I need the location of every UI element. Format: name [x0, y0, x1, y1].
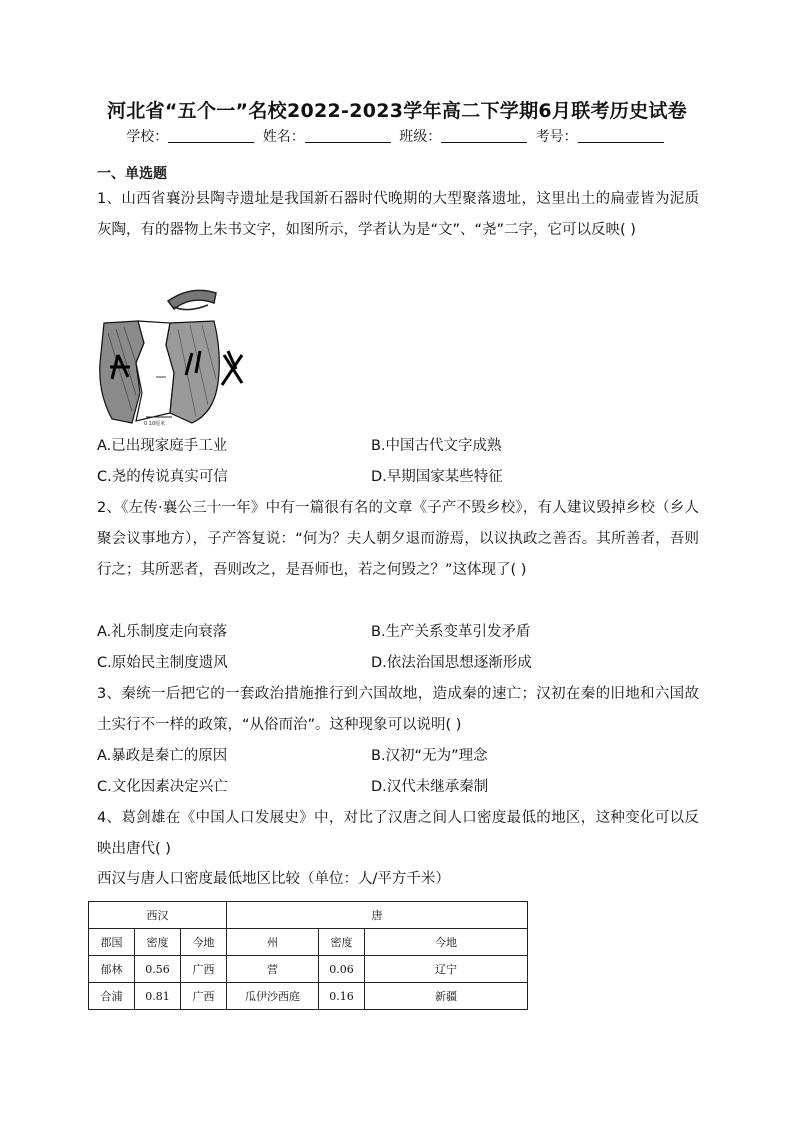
class-label: 班级：: [399, 129, 442, 145]
question-1-stem: 1、山西省襄汾县陶寺遗址是我国新石器时代晚期的大型聚落遗址，这里出土的扁壶皆为泥质灰陶，有的器物上朱书文字，如图所示，学者认为是“文”、“尧”二字，它可以反映( ): [97, 191, 699, 238]
column-header: 今地: [181, 929, 227, 956]
question-4-stem: 4、葛剑雄在《中国人口发展史》中，对比了汉唐之间人口密度最低的地区，这种变化可以反映出唐代( ): [97, 810, 699, 857]
table-caption: 西汉与唐人口密度最低地区比较（单位：人/平方千米）: [97, 871, 450, 887]
q3-option-d[interactable]: D.汉代未继承秦制: [371, 779, 489, 795]
column-header: 州: [227, 929, 319, 956]
column-header: 郡国: [89, 929, 135, 956]
number-label: 考号：: [535, 129, 578, 145]
page-title: 河北省“五个一”名校2022-2023学年高二下学期6月联考历史试卷: [106, 100, 688, 122]
table-cell: 0.81: [135, 983, 181, 1010]
column-header: 密度: [135, 929, 181, 956]
school-label: 学校：: [126, 129, 169, 145]
q3-option-b[interactable]: B.汉初“无为”理念: [371, 748, 488, 764]
q2-option-b[interactable]: B.生产关系变革引发矛盾: [371, 624, 531, 640]
table-group-header-row: [89, 902, 528, 929]
student-info-line: [0, 126, 794, 146]
table-cell: 0.06: [319, 956, 365, 983]
table-cell: 辽宁: [365, 956, 528, 983]
q1-option-c[interactable]: C.尧的传说真实可信: [97, 469, 228, 485]
question-3-stem: 3、秦统一后把它的一套政治措施推行到六国故地，造成秦的速亡；汉初在秦的旧地和六国故土实行不一样的政策，“从俗而治”。这种现象可以说明( ): [97, 686, 699, 733]
table-cell: 合浦: [89, 983, 135, 1010]
q2-option-c[interactable]: C.原始民主制度遗风: [97, 655, 228, 671]
column-header: 今地: [365, 929, 528, 956]
q1-option-b[interactable]: B.中国古代文字成熟: [371, 438, 502, 454]
q1-option-a[interactable]: A.已出现家庭手工业: [97, 438, 228, 454]
table-row: [89, 956, 528, 983]
table-cell: 郁林: [89, 956, 135, 983]
table-cell: 0.56: [135, 956, 181, 983]
q2-option-a[interactable]: A.礼乐制度走向衰落: [97, 624, 228, 640]
table-cell: 营: [227, 956, 319, 983]
table-cell: 0.16: [319, 983, 365, 1010]
q1-option-d[interactable]: D.早期国家某些特征: [371, 469, 503, 485]
table-cell: 广西: [181, 956, 227, 983]
group-header-western-han: 西汉: [89, 902, 227, 929]
q2-option-d[interactable]: D.依法治国思想逐渐形成: [371, 655, 532, 671]
number-blank[interactable]: [578, 128, 664, 143]
group-header-tang: 唐: [227, 902, 528, 929]
class-blank[interactable]: [441, 128, 527, 143]
table-cell: 新疆: [365, 983, 528, 1010]
school-blank[interactable]: [168, 128, 254, 143]
table-column-header-row: [89, 929, 528, 956]
section-heading: 一、单选题: [97, 166, 167, 182]
name-blank[interactable]: [305, 128, 391, 143]
table-cell: 瓜伊沙西庭: [227, 983, 319, 1010]
name-label: 姓名：: [262, 129, 305, 145]
q3-option-c[interactable]: C.文化因素决定兴亡: [97, 779, 228, 795]
table-cell: 广西: [181, 983, 227, 1010]
table-row: [89, 983, 528, 1010]
column-header: 密度: [319, 929, 365, 956]
population-density-table: [88, 901, 528, 1010]
pottery-flask-figure: [96, 283, 248, 428]
figure-scale-label: 0 10厘米: [144, 421, 166, 427]
q3-option-a[interactable]: A.暴政是秦亡的原因: [97, 748, 228, 764]
question-2-stem: 2、《左传·襄公三十一年》中有一篇很有名的文章《子产不毁乡校》，有人建议毁掉乡校（乡人聚会议事地方），子产答复说：“何为？夫人朝夕退而游焉，以议执政之善否。其所善者，吾则行之；其所恶者，吾则改之，是吾师也，若之何毁之？”这体现了( ): [97, 500, 699, 578]
